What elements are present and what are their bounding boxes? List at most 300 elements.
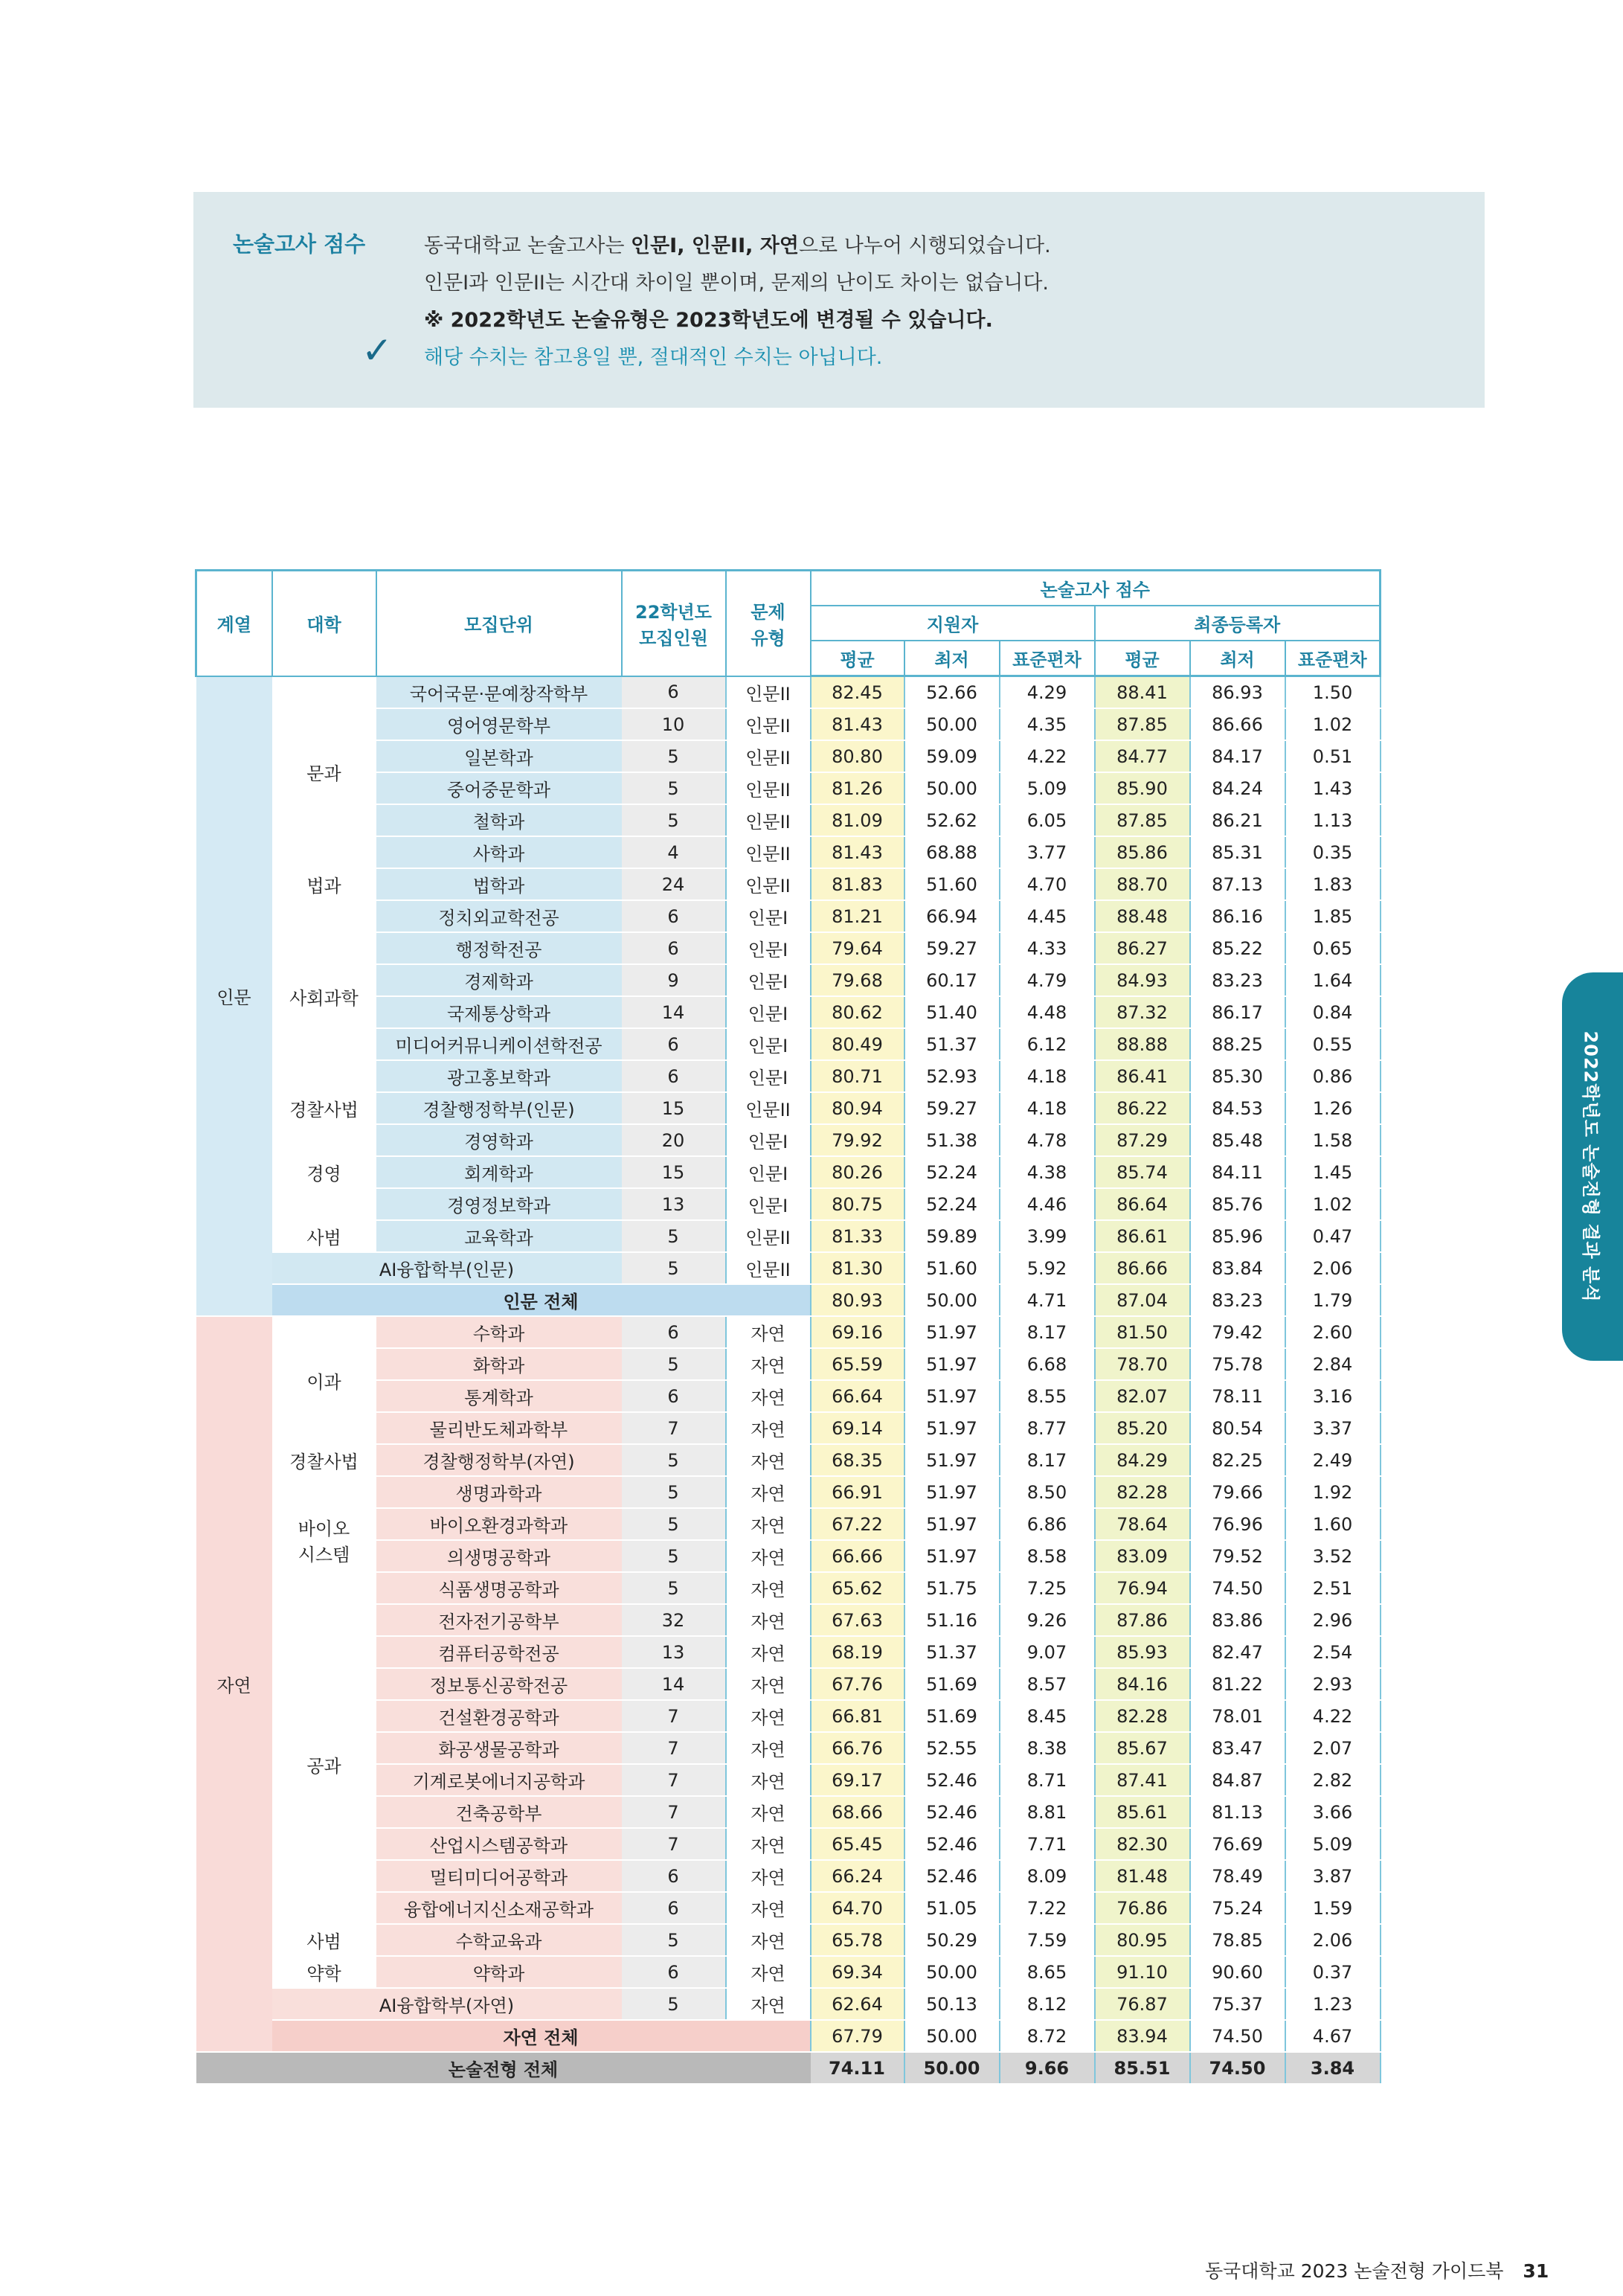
cell-app-avg: 67.22 [811,1508,904,1540]
cell-reg-min: 86.16 [1190,900,1285,932]
cell-reg-sd: 1.92 [1285,1476,1381,1508]
quota: 5 [622,1540,726,1572]
cell-app-avg: 81.21 [811,900,904,932]
page-number: 31 [1523,2260,1549,2282]
notice-line-2: 인문I과 인문II는 시간대 차이일 뿐이며, 문제의 난이도 차이는 없습니다. [424,272,1050,295]
cell-reg-avg: 85.93 [1095,1636,1190,1668]
cell-app-min: 51.16 [904,1604,1000,1636]
cell-app-avg: 66.76 [811,1732,904,1764]
group-humanities: 인문 [196,676,272,1317]
problem-type: 자연 [726,1540,811,1572]
cell-reg-min: 86.17 [1190,996,1285,1028]
cell-app-avg: 69.14 [811,1412,904,1444]
cell-reg-sd: 2.06 [1285,1924,1381,1956]
quota: 7 [622,1732,726,1764]
cell-app-avg: 80.62 [811,996,904,1028]
cell-reg-sd: 1.60 [1285,1508,1381,1540]
cell-reg-min: 76.69 [1190,1828,1285,1860]
unit-name: 국제통상학과 [376,996,622,1028]
cell-app-sd: 4.18 [1000,1092,1095,1124]
cell-reg-sd: 3.37 [1285,1412,1381,1444]
college-cell [272,1476,376,1604]
table-row [196,1604,1381,1636]
unit-name: 경제학과 [376,964,622,996]
problem-type: 자연 [726,1956,811,1988]
cell-reg-avg: 85.90 [1095,772,1190,804]
cell-reg-avg: 88.48 [1095,900,1190,932]
cell-app-min: 51.97 [904,1444,1000,1476]
cell-app-sd: 3.99 [1000,1220,1095,1252]
cell-app-sd: 6.05 [1000,804,1095,836]
footer [1205,2257,1549,2283]
cell-app-avg: 68.19 [811,1636,904,1668]
cell-reg-avg: 84.93 [1095,964,1190,996]
cell-app-avg: 65.62 [811,1572,904,1604]
cell-reg-sd: 1.23 [1285,1988,1381,2020]
cell-app-avg: 80.71 [811,1060,904,1092]
cell-reg-avg: 86.27 [1095,932,1190,964]
college-cell [272,1316,376,1444]
cell-reg-min: 84.87 [1190,1764,1285,1796]
problem-type: 인문I [726,964,811,996]
unit-name: 물리반도체과학부 [376,1412,622,1444]
cell-app-min: 51.37 [904,1028,1000,1060]
cell-app-min: 51.75 [904,1572,1000,1604]
problem-type: 자연 [726,1764,811,1796]
unit-name: 건설환경공학과 [376,1700,622,1732]
cell-app-sd: 8.71 [1000,1764,1095,1796]
cell-reg-min: 88.25 [1190,1028,1285,1060]
college-label: 사범 [306,1228,341,1248]
cell-reg-avg: 81.50 [1095,1316,1190,1348]
cell-app-sd: 9.26 [1000,1604,1095,1636]
cell-reg-min: 84.53 [1190,1092,1285,1124]
quota: 5 [622,1444,726,1476]
cell-app-sd: 4.29 [1000,676,1095,709]
cell-reg-min: 85.48 [1190,1124,1285,1156]
problem-type: 인문II [726,708,811,740]
cell-reg-min: 75.37 [1190,1988,1285,2020]
cell-reg-min: 83.84 [1190,1252,1285,1284]
cell-reg-min: 85.30 [1190,1060,1285,1092]
cell-app-min: 51.97 [904,1380,1000,1412]
cell-app-sd: 8.38 [1000,1732,1095,1764]
header-type: 문제 유형 [726,571,811,676]
problem-type: 자연 [726,1892,811,1924]
cell-reg-avg: 76.87 [1095,1988,1190,2020]
unit-name: 영어영문학부 [376,708,622,740]
quota: 14 [622,1668,726,1700]
problem-type: 인문II [726,804,811,836]
quota: 6 [622,1060,726,1092]
cell-app-avg: 65.78 [811,1924,904,1956]
quota: 5 [622,1476,726,1508]
cell-reg-min: 79.52 [1190,1540,1285,1572]
cell-app-min: 50.00 [904,2052,1000,2084]
quota: 5 [622,1924,726,1956]
problem-type: 인문I [726,1124,811,1156]
college-label: 경찰사법 [289,1100,359,1120]
summary-row-humanities [196,1284,1381,1316]
cell-app-min: 51.97 [904,1476,1000,1508]
cell-app-sd: 8.58 [1000,1540,1095,1572]
cell-app-sd: 4.71 [1000,1284,1095,1316]
quota: 13 [622,1188,726,1220]
college-label: 문과 [306,763,341,785]
cell-app-sd: 4.46 [1000,1188,1095,1220]
quota: 5 [622,1252,726,1284]
table-row [196,868,1381,900]
cell-app-min: 51.69 [904,1700,1000,1732]
cell-app-min: 60.17 [904,964,1000,996]
cell-reg-sd: 0.47 [1285,1220,1381,1252]
header-reg-sd: 표준편차 [1285,641,1381,676]
problem-type: 자연 [726,1380,811,1412]
cell-app-sd: 4.22 [1000,740,1095,772]
cell-reg-avg: 85.67 [1095,1732,1190,1764]
cell-reg-avg: 85.61 [1095,1796,1190,1828]
cell-app-sd: 8.57 [1000,1668,1095,1700]
quota: 7 [622,1764,726,1796]
cell-app-min: 50.00 [904,772,1000,804]
cell-reg-avg: 83.94 [1095,2020,1190,2052]
cell-reg-sd: 0.37 [1285,1956,1381,1988]
cell-reg-min: 82.25 [1190,1444,1285,1476]
cell-app-min: 50.00 [904,708,1000,740]
unit-name: 산업시스템공학과 [376,1828,622,1860]
header-score: 논술고사 점수 [811,571,1381,606]
cell-app-avg: 80.93 [811,1284,904,1316]
quota: 13 [622,1636,726,1668]
problem-type: 자연 [726,1668,811,1700]
cell-reg-sd: 2.07 [1285,1732,1381,1764]
cell-app-avg: 69.34 [811,1956,904,1988]
quota: 6 [622,676,726,709]
cell-app-sd: 4.79 [1000,964,1095,996]
summary-row-natural [196,2020,1381,2052]
summary-label: 자연 전체 [272,2020,811,2052]
side-tab [1562,972,1623,1361]
quota: 10 [622,708,726,740]
quota: 5 [622,1348,726,1380]
unit-name: 광고홍보학과 [376,1060,622,1092]
cell-reg-avg: 78.64 [1095,1508,1190,1540]
cell-reg-avg: 86.41 [1095,1060,1190,1092]
cell-reg-avg: 80.95 [1095,1924,1190,1956]
cell-reg-avg: 85.20 [1095,1412,1190,1444]
cell-app-min: 51.05 [904,1892,1000,1924]
college-cell [272,1604,376,1924]
cell-app-min: 59.89 [904,1220,1000,1252]
cell-app-min: 52.24 [904,1156,1000,1188]
problem-type: 인문II [726,740,811,772]
cell-app-min: 51.97 [904,1508,1000,1540]
table-row [196,1988,1381,2020]
cell-app-min: 51.40 [904,996,1000,1028]
quota: 5 [622,804,726,836]
cell-reg-min: 78.49 [1190,1860,1285,1892]
college-label: 사회과학 [289,987,359,1009]
problem-type: 인문I [726,1060,811,1092]
group-natural: 자연 [196,1316,272,2052]
table-row [196,1252,1381,1284]
unit-name: 융합에너지신소재공학과 [376,1892,622,1924]
cell-reg-min: 81.13 [1190,1796,1285,1828]
table-row [196,1476,1381,1508]
college-label: 공과 [306,1755,341,1777]
cell-app-min: 52.93 [904,1060,1000,1092]
unit-name: 철학과 [376,804,622,836]
cell-reg-avg: 86.22 [1095,1092,1190,1124]
cell-app-avg: 67.76 [811,1668,904,1700]
quota: 4 [622,836,726,868]
cell-reg-sd: 2.51 [1285,1572,1381,1604]
college-label: 사범 [306,1931,341,1952]
college-cell [272,1444,376,1476]
notice-box [193,192,1485,408]
cell-app-avg: 69.16 [811,1316,904,1348]
cell-reg-avg: 86.61 [1095,1220,1190,1252]
cell-reg-avg: 81.48 [1095,1860,1190,1892]
cell-reg-avg: 87.85 [1095,804,1190,836]
cell-app-min: 51.60 [904,868,1000,900]
problem-type: 인문II [726,868,811,900]
cell-reg-avg: 84.77 [1095,740,1190,772]
cell-app-sd: 6.86 [1000,1508,1095,1540]
unit-name: 경영학과 [376,1124,622,1156]
cell-reg-avg: 83.09 [1095,1540,1190,1572]
cell-reg-min: 75.78 [1190,1348,1285,1380]
unit-name: 경영정보학과 [376,1188,622,1220]
cell-app-min: 51.60 [904,1252,1000,1284]
summary-row-total [196,2052,1381,2084]
cell-reg-avg: 85.74 [1095,1156,1190,1188]
college-cell [272,676,376,869]
cell-reg-min: 86.21 [1190,804,1285,836]
cell-reg-sd: 3.16 [1285,1380,1381,1412]
problem-type: 자연 [726,1700,811,1732]
cell-reg-sd: 1.85 [1285,900,1381,932]
unit-name: 일본학과 [376,740,622,772]
quota: 5 [622,740,726,772]
cell-app-sd: 8.65 [1000,1956,1095,1988]
unit-name: 컴퓨터공학전공 [376,1636,622,1668]
unit-name: 교육학과 [376,1220,622,1252]
cell-app-sd: 8.50 [1000,1476,1095,1508]
quota: 14 [622,996,726,1028]
cell-reg-avg: 88.70 [1095,868,1190,900]
cell-reg-min: 86.66 [1190,708,1285,740]
quota: 6 [622,1860,726,1892]
cell-reg-sd: 0.65 [1285,932,1381,964]
cell-reg-min: 78.01 [1190,1700,1285,1732]
cell-reg-avg: 76.86 [1095,1892,1190,1924]
cell-app-min: 52.46 [904,1860,1000,1892]
cell-app-min: 50.00 [904,1284,1000,1316]
cell-reg-sd: 0.51 [1285,740,1381,772]
problem-type: 자연 [726,1828,811,1860]
unit-name: 건축공학부 [376,1796,622,1828]
cell-reg-min: 81.22 [1190,1668,1285,1700]
cell-reg-sd: 2.49 [1285,1444,1381,1476]
cell-app-sd: 4.48 [1000,996,1095,1028]
quota: 6 [622,1316,726,1348]
cell-app-sd: 4.78 [1000,1124,1095,1156]
problem-type: 자연 [726,1444,811,1476]
problem-type: 자연 [726,1988,811,2020]
cell-app-avg: 68.66 [811,1796,904,1828]
cell-app-avg: 66.66 [811,1540,904,1572]
quota: 5 [622,1988,726,2020]
cell-app-min: 59.09 [904,740,1000,772]
cell-app-sd: 6.12 [1000,1028,1095,1060]
cell-app-avg: 81.30 [811,1252,904,1284]
problem-type: 자연 [726,1572,811,1604]
header-reg-avg: 평균 [1095,641,1190,676]
college-cell [272,900,376,1092]
unit-name: 전자전기공학부 [376,1604,622,1636]
cell-app-min: 50.00 [904,1956,1000,1988]
notice-title: 논술고사 점수 [233,231,366,257]
cell-app-avg: 67.63 [811,1604,904,1636]
quota: 24 [622,868,726,900]
problem-type: 인문II [726,1252,811,1284]
cell-app-sd: 8.09 [1000,1860,1095,1892]
cell-app-avg: 79.92 [811,1124,904,1156]
cell-reg-avg: 87.04 [1095,1284,1190,1316]
quota: 7 [622,1828,726,1860]
cell-app-min: 52.66 [904,676,1000,709]
problem-type: 인문II [726,676,811,709]
cell-app-sd: 9.66 [1000,2052,1095,2084]
cell-reg-sd: 3.84 [1285,2052,1381,2084]
problem-type: 인문I [726,1028,811,1060]
cell-app-avg: 81.43 [811,708,904,740]
cell-app-sd: 8.17 [1000,1444,1095,1476]
cell-reg-min: 74.50 [1190,2052,1285,2084]
cell-app-avg: 80.26 [811,1156,904,1188]
cell-app-sd: 8.12 [1000,1988,1095,2020]
cell-app-min: 51.69 [904,1668,1000,1700]
cell-app-sd: 8.45 [1000,1700,1095,1732]
cell-reg-min: 78.11 [1190,1380,1285,1412]
cell-app-sd: 6.68 [1000,1348,1095,1380]
cell-app-min: 66.94 [904,900,1000,932]
college-cell [272,1092,376,1124]
cell-app-avg: 62.64 [811,1988,904,2020]
cell-app-avg: 81.09 [811,804,904,836]
cell-app-sd: 8.72 [1000,2020,1095,2052]
cell-reg-sd: 1.02 [1285,708,1381,740]
table-row [196,676,1381,709]
problem-type: 자연 [726,1348,811,1380]
cell-app-sd: 4.70 [1000,868,1095,900]
cell-reg-min: 83.86 [1190,1604,1285,1636]
unit-name: 식품생명공학과 [376,1572,622,1604]
problem-type: 인문II [726,1220,811,1252]
cell-reg-min: 80.54 [1190,1412,1285,1444]
unit-name: 화공생물공학과 [376,1732,622,1764]
cell-reg-avg: 87.32 [1095,996,1190,1028]
problem-type: 자연 [726,1316,811,1348]
header-unit: 모집단위 [376,571,622,676]
cell-app-min: 51.97 [904,1316,1000,1348]
cell-reg-min: 83.23 [1190,964,1285,996]
cell-app-avg: 80.80 [811,740,904,772]
unit-name: 국어국문·문예창작학부 [376,676,622,709]
cell-app-min: 52.62 [904,804,1000,836]
cell-reg-avg: 85.86 [1095,836,1190,868]
cell-reg-sd: 0.84 [1285,996,1381,1028]
side-tab-label: 2022학년도 논술전형 결과 분석 [1580,1030,1601,1303]
cell-reg-sd: 2.54 [1285,1636,1381,1668]
cell-app-sd: 4.45 [1000,900,1095,932]
quota: 6 [622,1956,726,1988]
quota: 7 [622,1700,726,1732]
quota: 5 [622,1508,726,1540]
cell-app-sd: 8.55 [1000,1380,1095,1412]
problem-type: 자연 [726,1860,811,1892]
quota: 7 [622,1412,726,1444]
cell-app-min: 68.88 [904,836,1000,868]
cell-app-sd: 7.25 [1000,1572,1095,1604]
cell-reg-avg: 86.64 [1095,1188,1190,1220]
unit-name: 수학교육과 [376,1924,622,1956]
cell-reg-sd: 5.09 [1285,1828,1381,1860]
cell-app-avg: 66.91 [811,1476,904,1508]
cell-reg-min: 85.22 [1190,932,1285,964]
cell-app-min: 51.97 [904,1348,1000,1380]
cell-reg-avg: 76.94 [1095,1572,1190,1604]
cell-reg-sd: 3.87 [1285,1860,1381,1892]
college-label: 이과 [306,1371,341,1393]
cell-reg-min: 74.50 [1190,1572,1285,1604]
cell-app-min: 52.24 [904,1188,1000,1220]
quota: 5 [622,1220,726,1252]
cell-reg-avg: 87.29 [1095,1124,1190,1156]
cell-app-sd: 4.33 [1000,932,1095,964]
cell-app-min: 51.38 [904,1124,1000,1156]
unit-name: 기계로봇에너지공학과 [376,1764,622,1796]
quota: 9 [622,964,726,996]
quota: 20 [622,1124,726,1156]
cell-app-avg: 81.26 [811,772,904,804]
cell-reg-sd: 2.96 [1285,1604,1381,1636]
unit-name: 바이오환경과학과 [376,1508,622,1540]
cell-reg-sd: 2.60 [1285,1316,1381,1348]
cell-reg-min: 86.93 [1190,676,1285,709]
header-quota: 22학년도 모집인원 [622,571,726,676]
summary-label: 인문 전체 [272,1284,811,1316]
cell-app-avg: 69.17 [811,1764,904,1796]
quota: 6 [622,1028,726,1060]
unit-name: 회계학과 [376,1156,622,1188]
cell-app-avg: 65.59 [811,1348,904,1380]
cell-reg-avg: 78.70 [1095,1348,1190,1380]
cell-app-sd: 4.35 [1000,708,1095,740]
quota: 5 [622,772,726,804]
cell-reg-sd: 2.06 [1285,1252,1381,1284]
header-series: 계열 [196,571,272,676]
cell-app-sd: 4.38 [1000,1156,1095,1188]
college-label: 경찰사법 [289,1452,359,1472]
cell-app-avg: 80.94 [811,1092,904,1124]
quota: 6 [622,1380,726,1412]
cell-app-avg: 66.64 [811,1380,904,1412]
cell-reg-avg: 85.51 [1095,2052,1190,2084]
cell-reg-sd: 2.84 [1285,1348,1381,1380]
cell-app-sd: 7.22 [1000,1892,1095,1924]
